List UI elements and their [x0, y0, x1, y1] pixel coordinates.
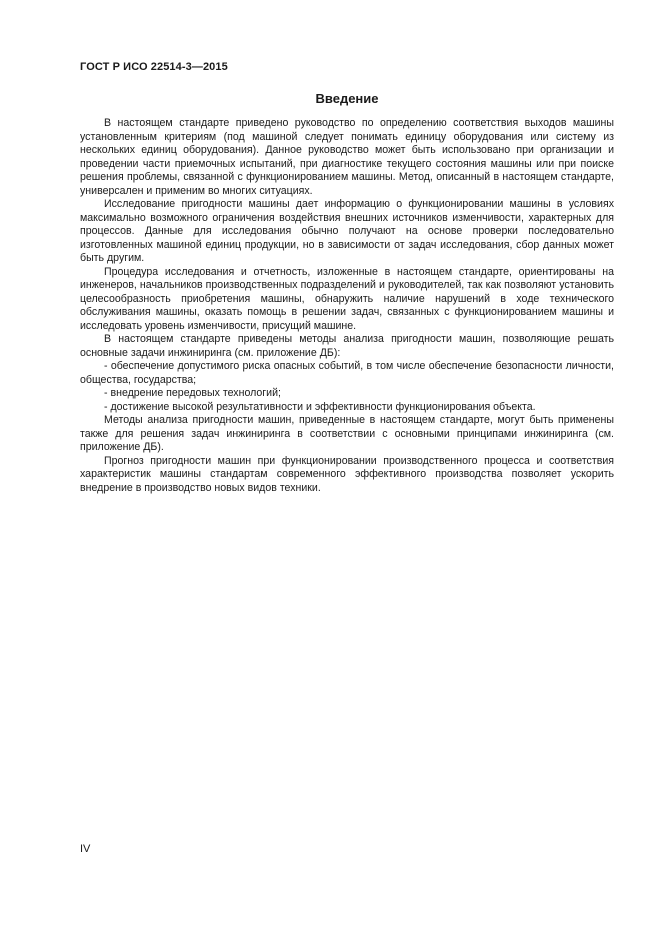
page-number: IV	[80, 843, 91, 855]
list-item: - достижение высокой результативности и эффективности функционирования объекта.	[104, 400, 536, 413]
paragraph: В настоящем стандарте приведено руководство по определению соответствия выходов машины установленным критериям (под машиной следует понимать единицу оборудования или систему из нескольких единиц оборудования). Данное руководство может быть использовано при организации и проведении части приемочных испытаний, при диагностике текущего состояния машины или при поиске решения проблемы, связанной с функционированием машины. Метод, описанный в настоящем стандарте, универсален и применим во многих ситуациях.	[80, 117, 614, 197]
document-body	[80, 117, 614, 495]
paragraph: Методы анализа пригодности машин, приведенные в настоящем стандарте, могут быть применены также для решения задач инжиниринга в соответствии с основными принципами инжиниринга (см. приложение ДБ).	[80, 414, 614, 453]
list-item: - обеспечение допустимого риска опасных событий, в том числе обеспечение безопасности личности, общества, государства;	[80, 360, 614, 386]
paragraph: Исследование пригодности машины дает информацию о функционировании машины в условиях максимально возможного ограничения воздействия внешних источников изменчивости, характерных для процессов. Данные для исследования обычно получают на основе проверки последовательно изготовленных машиной единиц продукции, но в зависимости от задач исследования, сбор данных может быть другим.	[80, 198, 614, 264]
paragraph: В настоящем стандарте приведены методы анализа пригодности машин, позволяющие решать основные задачи инжиниринга (см. приложение ДБ):	[80, 333, 614, 359]
paragraph: Процедура исследования и отчетность, изложенные в настоящем стандарте, ориентированы на инженеров, начальников производственных подразделений и руководителей, так как позволяют установить целесообразность приобретения машины, обнаружить наличие нарушений в ходе технического обслуживания машины, оказать помощь в решении задач, связанных с функционированием машины и исследовать уровень изменчивости, присущий машине.	[80, 265, 614, 332]
section-title: Введение	[315, 91, 379, 106]
document-header: ГОСТ Р ИСО 22514-3—2015	[80, 61, 228, 73]
paragraph: Прогноз пригодности машин при функционировании производственного процесса и соответствия характеристик машины стандартам современного эффективного производства позволяет ускорить внедрение в производство новых видов техники.	[80, 454, 614, 494]
list-item: - внедрение передовых технологий;	[104, 387, 281, 399]
